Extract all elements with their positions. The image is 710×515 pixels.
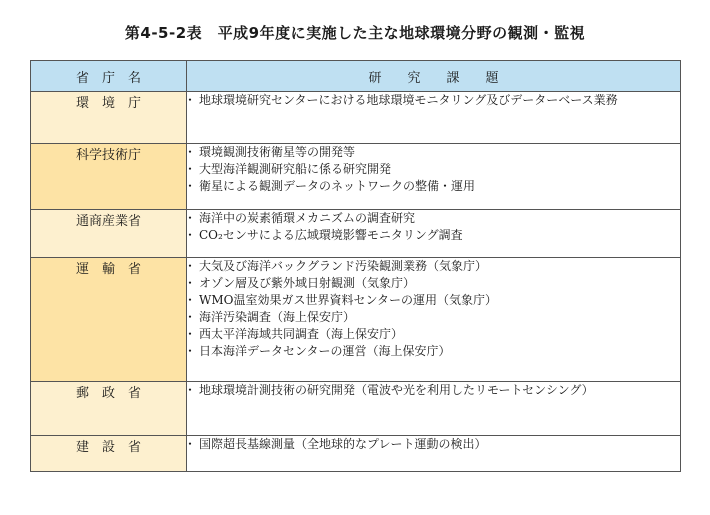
task-list xyxy=(187,436,680,453)
table-row xyxy=(31,258,681,382)
tasks-cell xyxy=(187,382,681,436)
task-list xyxy=(187,144,680,195)
tasks-cell xyxy=(187,144,681,210)
tasks-cell xyxy=(187,92,681,144)
table-header-row xyxy=(31,61,681,92)
task-item: ・ 海洋中の炭素循環メカニズムの調査研究 xyxy=(187,210,680,227)
task-list xyxy=(187,92,680,109)
task-item: ・ 地球環境研究センターにおける地球環境モニタリング及びデーターベース業務 xyxy=(187,92,680,109)
table-row xyxy=(31,436,681,472)
task-list xyxy=(187,382,680,399)
task-item: ・ WMO温室効果ガス世界資料センターの運用（気象庁） xyxy=(187,292,680,309)
header-tasks: 研 究 課 題 xyxy=(187,61,681,92)
task-item: ・ 衛星による観測データのネットワークの整備・運用 xyxy=(187,178,680,195)
ministry-cell: 科学技術庁 xyxy=(31,144,187,210)
task-list xyxy=(187,210,680,244)
ministry-cell: 郵 政 省 xyxy=(31,382,187,436)
table-row xyxy=(31,144,681,210)
task-item: ・ 西太平洋海域共同調査（海上保安庁） xyxy=(187,326,680,343)
ministry-cell: 運 輸 省 xyxy=(31,258,187,382)
task-item: ・ 大型海洋観測研究船に係る研究開発 xyxy=(187,161,680,178)
task-item: ・ 日本海洋データセンターの運営（海上保安庁） xyxy=(187,343,680,360)
page-title: 第4-5-2表 平成9年度に実施した主な地球環境分野の観測・監視 xyxy=(124,24,586,42)
task-item: ・ 国際超長基線測量（全地球的なプレート運動の検出） xyxy=(187,436,680,453)
table-row xyxy=(31,210,681,258)
task-item: ・ CO₂センサによる広域環境影響モニタリング調査 xyxy=(187,227,680,244)
table-row xyxy=(31,382,681,436)
task-list xyxy=(187,258,680,360)
task-item: ・ 地球環境計測技術の研究開発（電波や光を利用したリモートセンシング） xyxy=(187,382,680,399)
task-item: ・ 環境観測技術衛星等の開発等 xyxy=(187,144,680,161)
tasks-cell xyxy=(187,210,681,258)
task-item: ・ 海洋汚染調査（海上保安庁） xyxy=(187,309,680,326)
tasks-cell xyxy=(187,258,681,382)
header-ministry: 省 庁 名 xyxy=(31,61,187,92)
task-item: ・ 大気及び海洋バックグランド汚染観測業務（気象庁） xyxy=(187,258,680,275)
table-row xyxy=(31,92,681,144)
task-item: ・ オゾン層及び紫外域日射観測（気象庁） xyxy=(187,275,680,292)
observation-table xyxy=(30,60,681,472)
ministry-cell: 建 設 省 xyxy=(31,436,187,472)
tasks-cell xyxy=(187,436,681,472)
ministry-cell: 通商産業省 xyxy=(31,210,187,258)
ministry-cell: 環 境 庁 xyxy=(31,92,187,144)
